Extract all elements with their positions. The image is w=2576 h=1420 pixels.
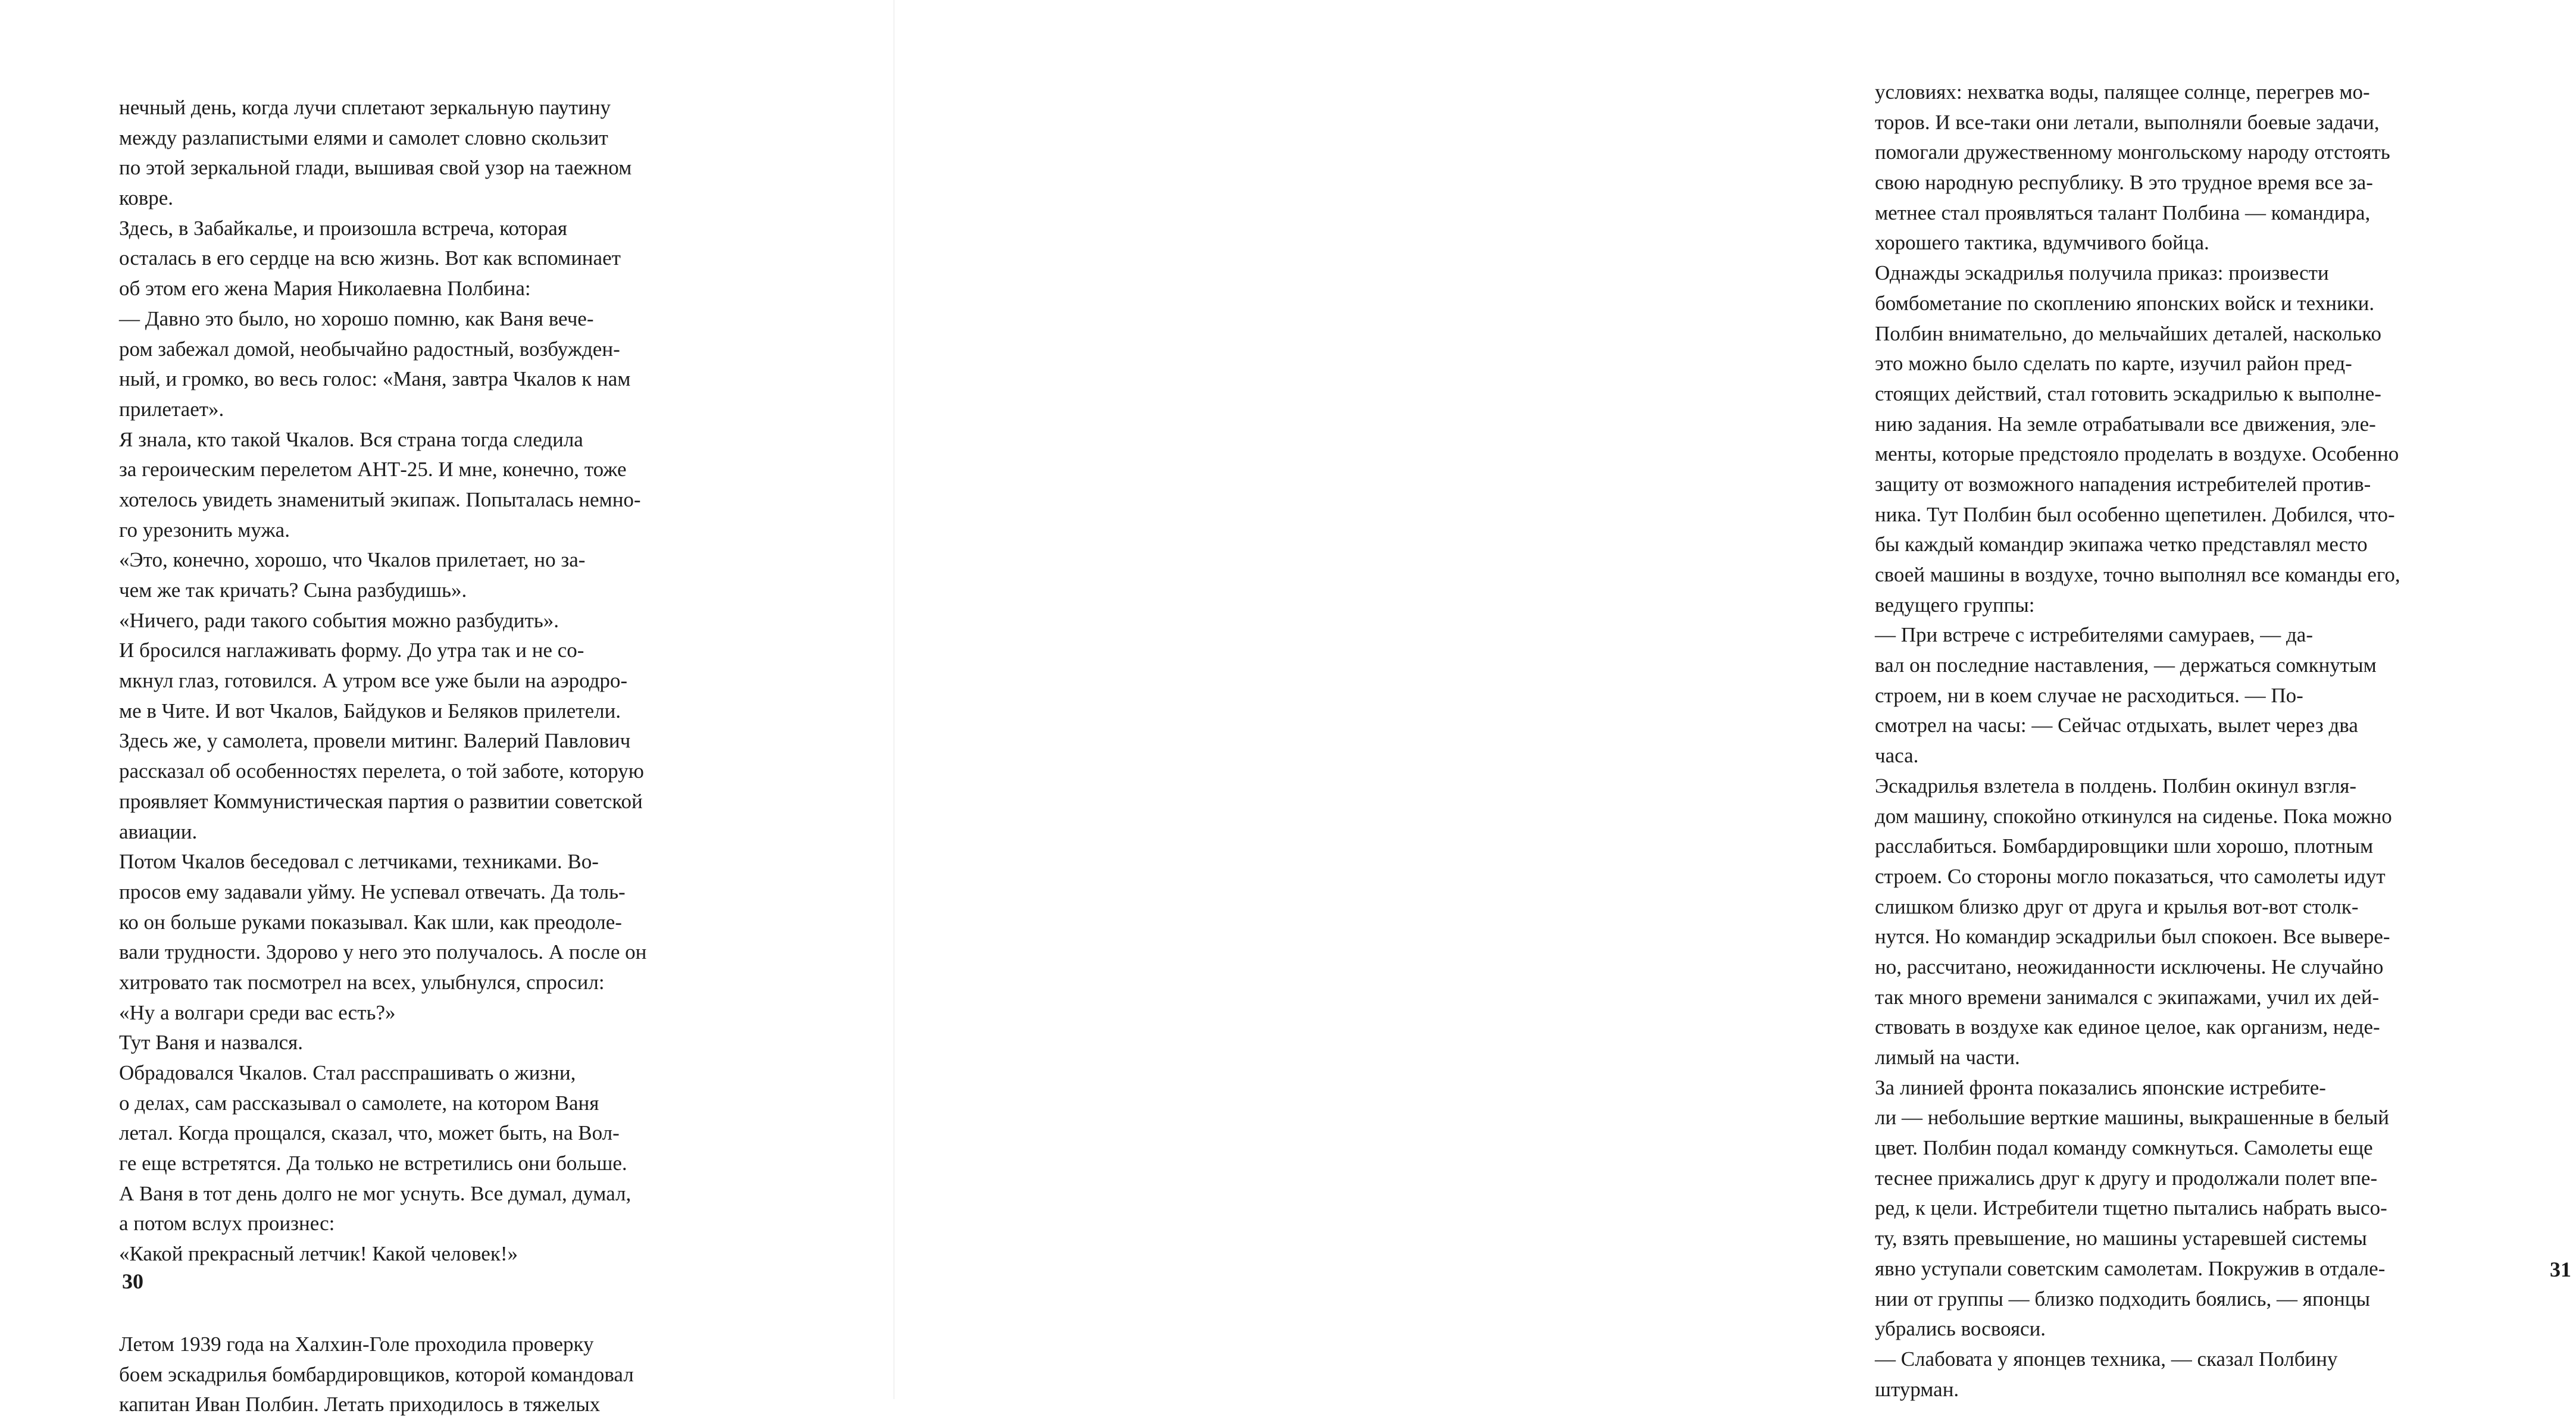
text-line: метнее стал проявляться талант Полбина — командира,: [1875, 201, 2371, 224]
text-line: Я знала, кто такой Чкалов. Вся страна тогда следила: [119, 427, 583, 451]
text-line: Здесь, в Забайкалье, и произошла встреча, которая: [119, 216, 567, 240]
text-line: прилетает».: [119, 397, 224, 421]
text-line: Обрадовался Чкалов. Стал расспрашивать о жизни,: [119, 1061, 576, 1084]
text-line: рассказал об особенностях перелета, о той заботе, которую: [119, 759, 644, 783]
text-line: осталась в его сердце на всю жизнь. Вот как вспоминает: [119, 246, 621, 270]
text-line: ствовать в воздухе как единое целое, как организм, неде-: [1875, 1015, 2380, 1039]
text-line: теснее прижались друг к другу и продолжали полет впе-: [1875, 1166, 2378, 1190]
text-line: слишком близко друг от друга и крылья вот-вот столк-: [1875, 894, 2359, 918]
text-line: мкнул глаз, готовился. А утром все уже были на аэродро-: [119, 669, 628, 693]
text-line: о делах, сам рассказывал о самолете, на котором Ваня: [119, 1091, 599, 1115]
text-line: часа.: [1875, 744, 1919, 768]
left-page-text: [119, 93, 825, 1420]
text-line: так много времени занимался с экипажами, учил их дей-: [1875, 985, 2380, 1009]
text-line: нутся. Но командир эскадрильи был спокоен. Все вывере-: [1875, 925, 2390, 949]
text-line: ведущего группы:: [1875, 593, 2035, 617]
text-line: ту, взять превышение, но машины устаревшей системы: [1875, 1227, 2367, 1250]
text-line: штурман.: [1875, 1377, 1959, 1401]
text-line: «Ничего, ради такого события можно разбудить».: [119, 608, 559, 632]
text-line: ковре.: [119, 186, 174, 210]
right-page-text: [1875, 77, 2576, 1405]
text-line: защиту от возможного нападения истребителей против-: [1875, 472, 2371, 496]
text-line: ге еще встретятся. Да только не встретились они больше.: [119, 1152, 627, 1175]
text-line: между разлапистыми елями и самолет словно скользит: [119, 126, 608, 149]
text-line: — Давно это было, но хорошо помню, как Ваня вече-: [119, 306, 594, 330]
text-line: Полбин внимательно, до мельчайших деталей, насколько: [1875, 321, 2381, 345]
text-line: ме в Чите. И вот Чкалов, Байдуков и Беляков прилетели.: [119, 699, 621, 722]
text-line: по этой зеркальной глади, вышивая свой узор на таежном: [119, 156, 632, 180]
text-line: проявляет Коммунистическая партия о развитии советской: [119, 789, 643, 813]
text-line: — При встрече с истребителями самураев, — да-: [1875, 623, 2313, 647]
text-line: расслабиться. Бомбардировщики шли хорошо, плотным: [1875, 834, 2374, 858]
text-line: авиации.: [119, 820, 198, 843]
text-line: свою народную республику. В это трудное время все за-: [1875, 171, 2373, 195]
text-line: вал он последние наставления, — держаться сомкнутым: [1875, 653, 2377, 677]
text-line: бомбометание по скоплению японских войск и техники.: [1875, 291, 2375, 315]
text-line: бы каждый командир экипажа четко представлял место: [1875, 533, 2368, 556]
left-page-new-section: [119, 1330, 825, 1420]
text-line: явно уступали советским самолетам. Покружив в отдале-: [1875, 1256, 2386, 1280]
text-line: Здесь же, у самолета, провели митинг. Валерий Павлович: [119, 729, 631, 753]
text-line: За линией фронта показались японские истребите-: [1875, 1075, 2326, 1099]
text-line: И бросился наглаживать форму. До утра так и не со-: [119, 639, 584, 662]
text-line: ред, к цели. Истребители тщетно пытались набрать высо-: [1875, 1196, 2387, 1220]
text-line: Эскадрилья взлетела в полдень. Полбин окинул взгля-: [1875, 774, 2357, 797]
text-line: летал. Когда прощался, сказал, что, может быть, на Вол-: [119, 1121, 620, 1145]
text-line: нию задания. На земле отрабатывали все движения, эле-: [1875, 412, 2376, 436]
text-line: «Это, конечно, хорошо, что Чкалов прилетает, но за-: [119, 548, 586, 572]
text-line: стоящих действий, стал готовить эскадрилью к выполне-: [1875, 381, 2381, 405]
text-line: ли — небольшие верткие машины, выкрашенные в белый: [1875, 1106, 2389, 1130]
section-break: [119, 1269, 825, 1330]
text-line: Однажды эскадрилья получила приказ: произвести: [1875, 261, 2329, 285]
text-line: го урезонить мужа.: [119, 518, 290, 542]
text-line: нечный день, когда лучи сплетают зеркальную паутину: [119, 96, 611, 119]
text-line: но, рассчитано, неожиданности исключены. Не случайно: [1875, 955, 2384, 978]
text-line: Летом 1939 года на Халхин-Голе проходила проверку: [119, 1332, 594, 1356]
text-line: за героическим перелетом АНТ-25. И мне, конечно, тоже: [119, 458, 627, 481]
text-line: «Ну а волгари среди вас есть?»: [119, 1000, 396, 1024]
right-page-paragraphs: [1875, 77, 2576, 1405]
text-line: цвет. Полбин подал команду сомкнуться. Самолеты еще: [1875, 1136, 2373, 1160]
text-line: дом машину, спокойно откинулся на сиденье. Пока можно: [1875, 804, 2392, 828]
text-line: — Слабовата у японцев техника, — сказал Полбину: [1875, 1347, 2338, 1371]
right-page: [894, 0, 2571, 1401]
text-line: условиях: нехватка воды, палящее солнце, перегрев мо-: [1875, 80, 2370, 104]
text-line: строем. Со стороны могло показаться, что самолеты идут: [1875, 864, 2386, 888]
text-line: смотрел на часы: — Сейчас отдыхать, вылет через два: [1875, 714, 2358, 737]
text-line: просов ему задавали уйму. Не успевал отвечать. Да толь-: [119, 880, 626, 903]
text-line: «Какой прекрасный летчик! Какой человек!»: [119, 1242, 518, 1266]
text-line: капитан Иван Полбин. Летать приходилось в тяжелых: [119, 1393, 601, 1416]
text-line: нии от группы — близко подходить боялись, — японцы: [1875, 1287, 2371, 1310]
text-line: Потом Чкалов беседовал с летчиками, техниками. Во-: [119, 850, 599, 874]
text-line: Тут Ваня и назвался.: [119, 1031, 303, 1055]
text-line: это можно было сделать по карте, изучил район пред-: [1875, 352, 2352, 376]
text-line: боем эскадрилья бомбардировщиков, которой командовал: [119, 1362, 634, 1386]
text-line: хитровато так посмотрел на всех, улыбнулся, спросил:: [119, 970, 605, 994]
text-line: чем же так кричать? Сына разбудишь».: [119, 578, 467, 602]
text-line: а потом вслух произнес:: [119, 1212, 335, 1236]
text-line: лимый на части.: [1875, 1046, 2020, 1069]
text-line: хорошего тактика, вдумчивого бойца.: [1875, 231, 2209, 255]
text-line: убрались восвояси.: [1875, 1317, 2046, 1341]
text-line: помогали дружественному монгольскому народу отстоять: [1875, 140, 2390, 164]
right-page-number: 31: [2550, 1258, 2571, 1281]
text-line: ром забежал домой, необычайно радостный, возбужден-: [119, 337, 620, 361]
left-page-paragraphs: [119, 93, 825, 1269]
text-line: ника. Тут Полбин был особенно щепетилен. Добился, что-: [1875, 502, 2395, 526]
text-line: своей машины в воздухе, точно выполнял все команды его,: [1875, 563, 2400, 586]
text-line: торов. И все-таки они летали, выполняли боевые задачи,: [1875, 110, 2380, 134]
left-page-number: 30: [122, 1269, 143, 1293]
text-line: ко он больше руками показывал. Как шли, как преодоле-: [119, 910, 622, 934]
text-line: хотелось увидеть знаменитый экипаж. Попыталась немно-: [119, 487, 641, 511]
left-page: [0, 0, 894, 1416]
text-line: вали трудности. Здорово у него это получалось. А после он: [119, 940, 647, 964]
text-line: строем, ни в коем случае не расходиться. — По-: [1875, 683, 2303, 707]
text-line: менты, которые предстояло проделать в воздухе. Особенно: [1875, 442, 2399, 466]
text-line: ный, и громко, во весь голос: «Маня, завтра Чкалов к нам: [119, 367, 631, 391]
text-line: об этом его жена Мария Николаевна Полбина:: [119, 277, 531, 301]
text-line: А Ваня в тот день долго не мог уснуть. Все думал, думал,: [119, 1181, 632, 1205]
